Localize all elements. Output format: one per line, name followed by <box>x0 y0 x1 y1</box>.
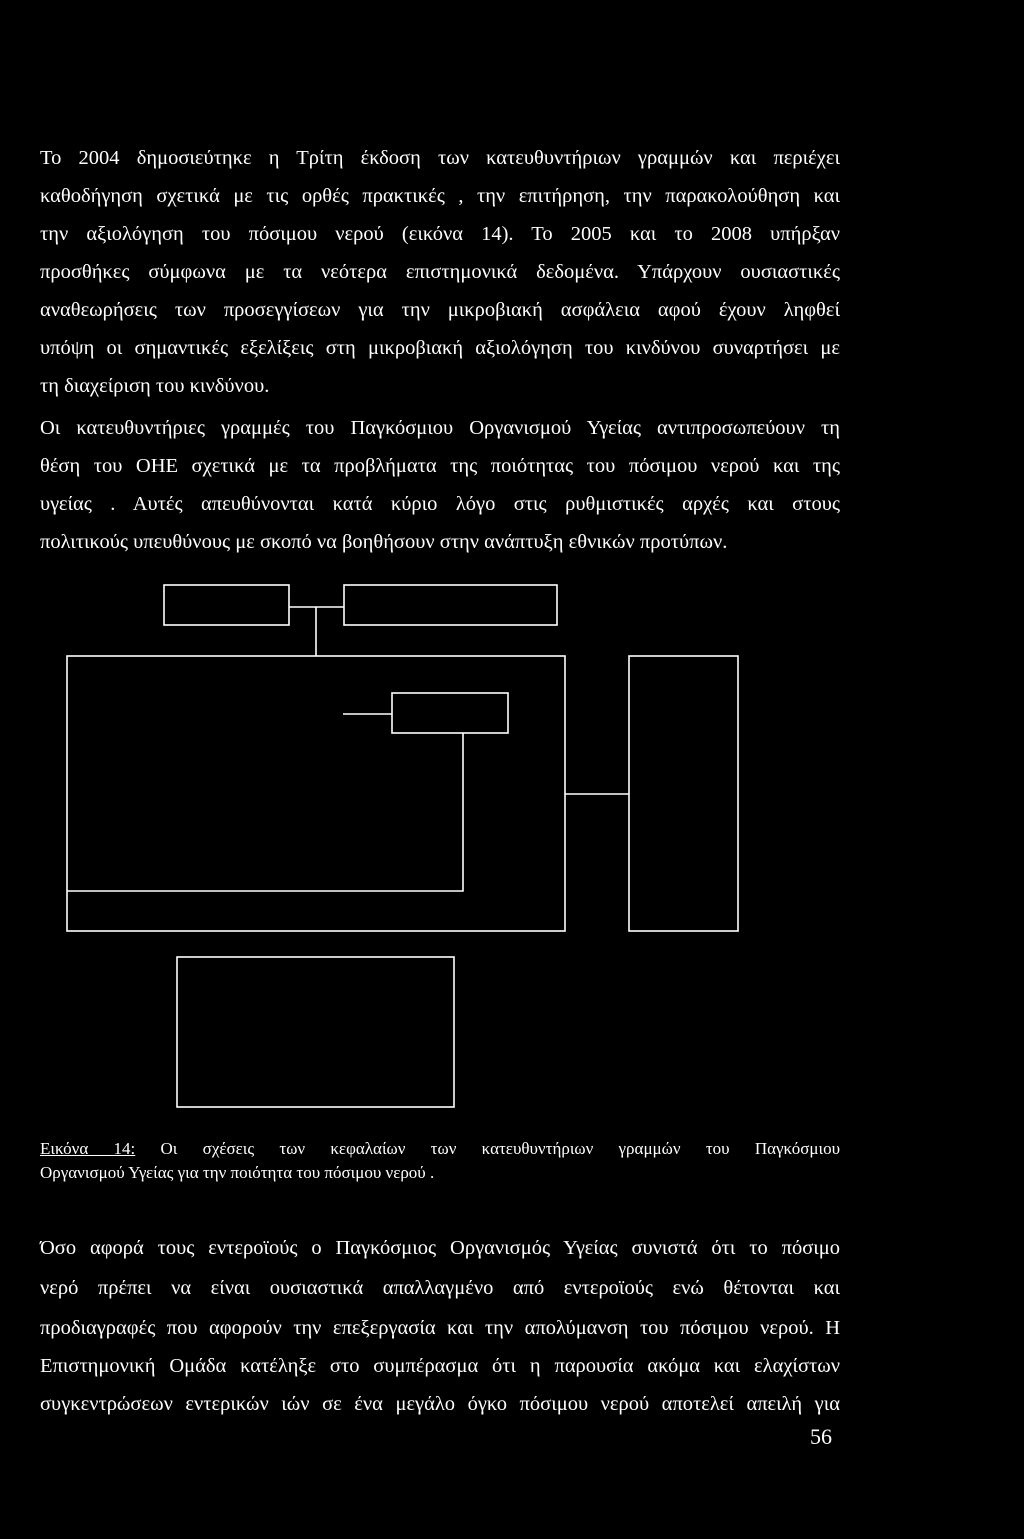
diagram-connector-inner-bracket <box>67 733 463 891</box>
paragraph3-line-4: Επιστημονική Ομάδα κατέληξε στο συμπέρασμα ότι η παρουσία ακόμα και ελαχίστων <box>40 1355 840 1377</box>
diagram-box-top-left <box>164 585 289 625</box>
figure-caption-text: Οι σχέσεις των κεφαλαίων των κατευθυντήριων γραμμών του Παγκόσμιου <box>160 1139 841 1158</box>
figure-caption-label: Εικόνα 14: <box>40 1139 136 1158</box>
figure-caption-line-1 <box>40 1138 840 1160</box>
page-number: 56 <box>810 1424 832 1449</box>
paragraph3-line-5: συγκεντρώσεων εντερικών ιών σε ένα μεγάλο όγκο πόσιμου νερού αποτελεί απειλή για <box>40 1393 840 1415</box>
diagram-box-right <box>629 656 738 931</box>
paragraph3-line-3: προδιαγραφές που αφορούν την επεξεργασία και την απολύμανση του πόσιμου νερού. Η <box>40 1317 840 1339</box>
diagram-box-inner <box>392 693 508 733</box>
paragraph1-line-2: καθοδήγηση σχετικά με τις ορθές πρακτικές , την επιτήρηση, την παρακολούθηση και <box>40 185 840 207</box>
paragraph3-line-1: Όσο αφορά τους εντεροϊούς ο Παγκόσμιος Οργανισμός Υγείας συνιστά ότι το πόσιμο <box>40 1237 840 1259</box>
paragraph1-line-6: υπόψη οι σημαντικές εξελίξεις στη μικροβιακή αξιολόγηση του κινδύνου συναρτήσει με <box>40 337 840 359</box>
paragraph2-line-2: θέση του ΟΗΕ σχετικά με τα προβλήματα της ποιότητας του πόσιμου νερού και της <box>40 455 840 477</box>
paragraph2-line-1: Οι κατευθυντήριες γραμμές του Παγκόσμιου Οργανισμού Υγείας αντιπροσωπεύουν τη <box>40 417 840 439</box>
diagram-box-bottom <box>177 957 454 1107</box>
paragraph1-line-5: αναθεωρήσεις των προσεγγίσεων για την μικροβιακή ασφάλεια αφού έχουν ληφθεί <box>40 299 840 321</box>
paragraph3-line-2: νερό πρέπει να είναι ουσιαστικά απαλλαγμένο από εντεροϊούς ενώ θέτονται και <box>40 1277 840 1299</box>
figure-caption-line-2: Οργανισμού Υγείας για την ποιότητα του πόσιμου νερού . <box>40 1163 435 1182</box>
diagram-box-top-right <box>344 585 557 625</box>
paragraph1-line-4: προσθήκες σύμφωνα με τα νεότερα επιστημονικά δεδομένα. Υπάρχουν ουσιαστικές <box>40 261 840 283</box>
paragraph1-line-3: την αξιολόγηση του πόσιμου νερού (εικόνα 14). Το 2005 και το 2008 υπήρξαν <box>40 223 840 245</box>
paragraph2-line-3: υγείας . Αυτές απευθύνονται κατά κύριο λόγο στις ρυθμιστικές αρχές και στους <box>40 493 840 515</box>
paragraph1-line-1: Το 2004 δημοσιεύτηκε η Τρίτη έκδοση των κατευθυντήριων γραμμών και περιέχει <box>40 147 840 169</box>
diagram-box-large-left <box>67 656 565 931</box>
paragraph2-line-4: πολιτικούς υπευθύνους με σκοπό να βοηθήσουν στην ανάπτυξη εθνικών προτύπων. <box>40 531 728 553</box>
paragraph1-line-7: τη διαχείριση του κινδύνου. <box>40 375 270 397</box>
